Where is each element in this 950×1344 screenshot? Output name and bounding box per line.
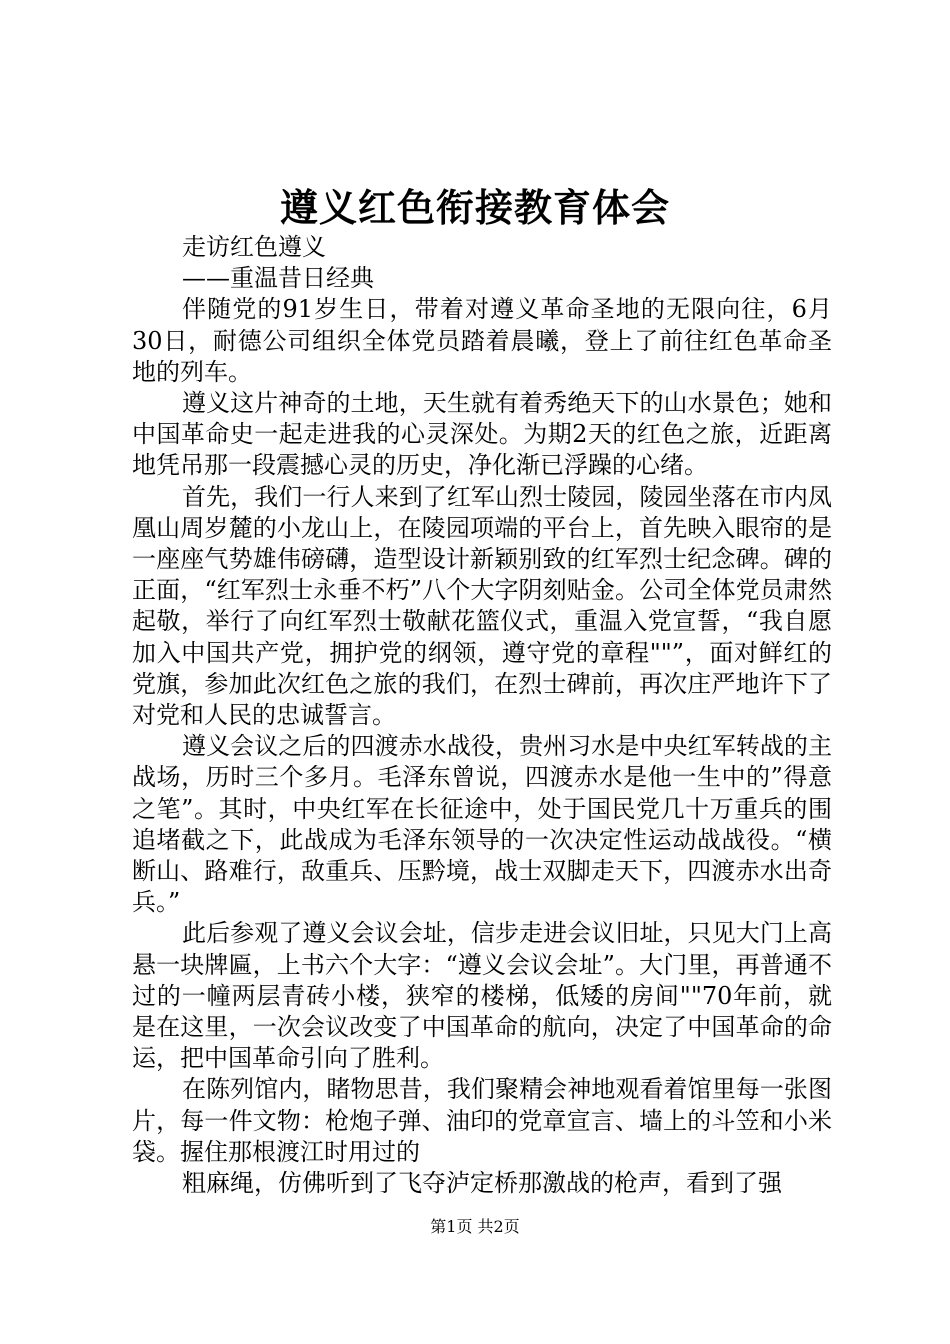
body-paragraph: 遵义会议之后的四渡赤水战役，贵州习水是中央红军转战的主战场，历时三个多月。毛泽东曾说，四渡赤水是他一生中的”得意之笔”。其时，中央红军在长征途中，处于国民党几十万重兵的围追堵截之下，此战成为毛泽东领导的一次决定性运动战战役。“横断山、路难行，敌重兵、压黔境，战士双脚走天下，四渡赤水出奇兵。”	[132, 732, 832, 917]
body-paragraph: 在陈列馆内，睹物思昔，我们聚精会神地观看着馆里每一张图片，每一件文物：枪炮子弹、油印的党章宣言、墙上的斗笠和小米袋。握住那根渡江时用过的	[132, 1075, 832, 1166]
body-paragraph: 首先，我们一行人来到了红军山烈士陵园，陵园坐落在市内凤凰山周岁麓的小龙山上，在陵园项端的平台上，首先映入眼帘的是一座座气势雄伟磅礴，造型设计新颖别致的红军烈士纪念碑。碑的正面，“红军烈士永垂不朽”八个大字阴刻贴金。公司全体党员肃然起敬，举行了向红军烈士敬献花篮仪式，重温入党宣誓，“我自愿加入中国共产党，拥护党的纲领，遵守党的章程""”，面对鲜红的党旗，参加此次红色之旅的我们，在烈士碑前，再次庄严地许下了对党和人民的忠诚誓言。	[132, 482, 832, 730]
body-paragraph: 粗麻绳，仿佛听到了飞夺泸定桥那激战的枪声，看到了强	[182, 1169, 782, 1198]
document-body	[132, 232, 832, 1199]
subtitle-line: 走访红色遵义	[182, 233, 326, 261]
document-title: 遵义红色衔接教育体会	[279, 185, 670, 230]
body-paragraph: 此后参观了遵义会议会址，信步走进会议旧址，只见大门上高悬一块牌匾，上书六个大字：“遵义会议会址”。大门里，再普通不过的一幢两层青砖小楼，狭窄的楼梯，低矮的房间""70年前，就是在这里，一次会议改变了中国革命的航向，决定了中国革命的命运，把中国革命引向了胜利。	[132, 919, 832, 1073]
subtitle-line: ——重温昔日经典	[182, 264, 374, 293]
body-paragraph: 伴随党的91岁生日，带着对遵义革命圣地的无限向往，6月30日，耐德公司组织全体党员踏着晨曦，登上了前往红色革命圣地的列车。	[132, 295, 832, 386]
page-number: 第1页 共2页	[430, 1217, 520, 1236]
body-paragraph: 遵义这片神奇的土地，天生就有着秀绝天下的山水景色；她和中国革命史一起走进我的心灵深处。为期2天的红色之旅，近距离地凭吊那一段震撼心灵的历史，净化渐已浮躁的心绪。	[132, 389, 832, 480]
